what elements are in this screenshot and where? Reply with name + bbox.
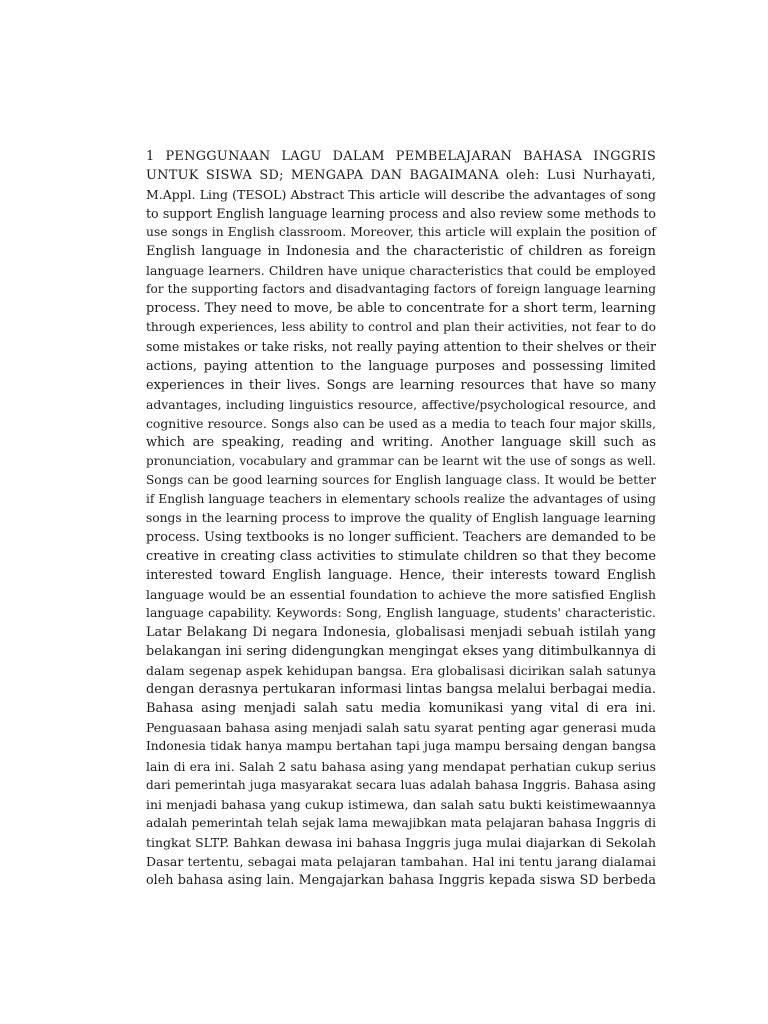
- text-line: which are speaking, reading and writing. Another language skill such as: [146, 434, 656, 450]
- text-line: if English language teachers in elementary schools realize the advantages of using: [146, 491, 656, 506]
- text-line: through experiences, less ability to control and plan their activities, not fear to do: [146, 320, 656, 335]
- text-line: creative in creating class activities to stimulate children so that they become: [146, 548, 656, 564]
- text-line: Bahasa asing menjadi salah satu media komunikasi yang vital di era ini.: [146, 701, 656, 717]
- text-line: oleh bahasa asing lain. Mengajarkan bahasa Inggris kepada siswa SD berbeda: [146, 872, 656, 888]
- text-line: for the supporting factors and disadvantaging factors of foreign language learning: [146, 282, 656, 297]
- text-line: dari pemerintah juga masyarakat secara luas adalah bahasa Inggris. Bahasa asing: [146, 777, 656, 792]
- text-line: Penguasaan bahasa asing menjadi salah satu syarat penting agar generasi muda: [146, 720, 656, 736]
- text-line: experiences in their lives. Songs are learning resources that have so many: [146, 377, 656, 393]
- text-line: UNTUK SISWA SD; MENGAPA DAN BAGAIMANA oleh: Lusi Nurhayati,: [146, 168, 656, 184]
- text-line: dengan derasnya pertukaran informasi lintas bangsa melalui berbagai media.: [146, 682, 656, 698]
- text-line: Songs can be good learning sources for English language class. It would be better: [146, 472, 656, 487]
- text-line: some mistakes or take risks, not really paying attention to their shelves or their: [146, 339, 656, 355]
- text-line: lain di era ini. Salah 2 satu bahasa asing yang mendapat perhatian cukup serius: [146, 758, 656, 774]
- text-line: actions, paying attention to the language purposes and possessing limited: [146, 358, 656, 374]
- text-line: language capability. Keywords: Song, English language, students' characteristic.: [146, 606, 656, 621]
- text-line: advantages, including linguistics resource, affective/psychological resource, and: [146, 396, 656, 412]
- document-text-block: [146, 147, 656, 890]
- text-line: cognitive resource. Songs also can be used as a media to teach four major skills,: [146, 415, 656, 431]
- text-line: Indonesia tidak hanya mampu bertahan tapi juga mampu bersaing dengan bangsa: [146, 739, 656, 754]
- text-line: pronunciation, vocabulary and grammar can be learnt wit the use of songs as well.: [146, 453, 656, 468]
- text-line: M.Appl. Ling (TESOL) Abstract This article will describe the advantages of song: [146, 187, 656, 203]
- text-line: Latar Belakang Di negara Indonesia, globalisasi menjadi sebuah istilah yang: [146, 625, 656, 641]
- text-line: to support English language learning process and also review some methods to: [146, 206, 656, 222]
- text-line: English language in Indonesia and the characteristic of children as foreign: [146, 244, 656, 260]
- text-line: 1 PENGGUNAAN LAGU DALAM PEMBELAJARAN BAHASA INGGRIS: [146, 149, 656, 164]
- text-line: use songs in English classroom. Moreover, this article will explain the position of: [146, 225, 656, 240]
- text-line: belakangan ini sering didengungkan mengingat ekses yang ditimbulkannya di: [146, 644, 656, 660]
- text-line: language would be an essential foundation to achieve the more satisfied English: [146, 587, 656, 603]
- text-line: tingkat SLTP. Bahkan dewasa ini bahasa Inggris juga mulai diajarkan di Sekolah: [146, 834, 656, 850]
- text-line: interested toward English language. Hence, their interests toward English: [146, 568, 656, 584]
- text-line: ini menjadi bahasa yang cukup istimewa, dan salah satu bukti keistimewaannya: [146, 796, 656, 812]
- text-line: songs in the learning process to improve the quality of English language learning: [146, 510, 656, 525]
- text-line: dalam segenap aspek kehidupan bangsa. Era globalisasi dicirikan salah satunya: [146, 663, 656, 679]
- text-line: adalah pemerintah telah sejak lama mewajibkan mata pelajaran bahasa Inggris di: [146, 815, 656, 830]
- text-line: process. Using textbooks is no longer sufficient. Teachers are demanded to be: [146, 529, 656, 545]
- text-line: process. They need to move, be able to concentrate for a short term, learning: [146, 301, 656, 317]
- text-line: Dasar tertentu, sebagai mata pelajaran tambahan. Hal ini tentu jarang dialamai: [146, 853, 656, 869]
- text-line: language learners. Children have unique characteristics that could be employed: [146, 263, 656, 279]
